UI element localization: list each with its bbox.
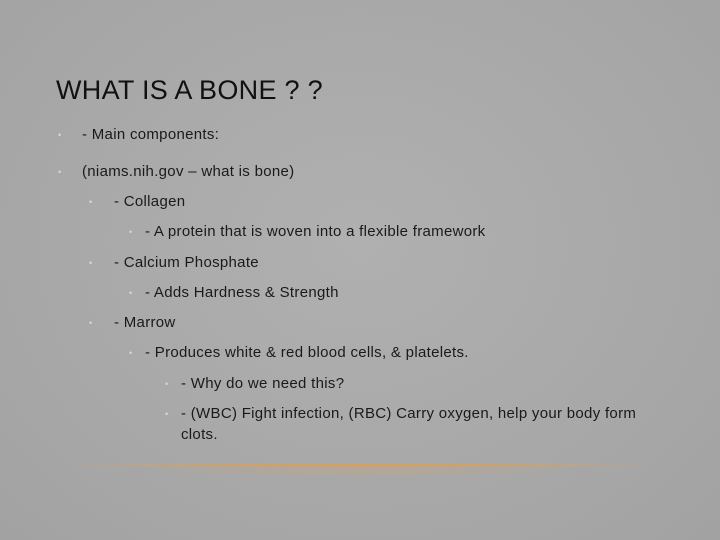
slide-title: WHAT IS A BONE ? ?	[56, 75, 323, 105]
bullet-dot-icon: •	[129, 227, 133, 237]
bullet-dot-icon: •	[129, 348, 133, 358]
list-item: - A protein that is woven into a flexible framework	[145, 223, 486, 240]
list-item: - (WBC) Fight infection, (RBC) Carry oxygen, help your body form clots.	[181, 405, 637, 443]
list-item: - Main components:	[82, 126, 220, 143]
list-item: - Adds Hardness & Strength	[145, 284, 339, 301]
list-item: - Collagen	[114, 193, 186, 210]
bullet-dot-icon: •	[89, 197, 93, 207]
bullet-dot-icon: •	[58, 130, 62, 140]
list-item: - Calcium Phosphate	[114, 254, 259, 271]
accent-glow	[120, 466, 600, 478]
list-item: (niams.nih.gov – what is bone)	[82, 163, 295, 180]
list-item: - Why do we need this?	[181, 375, 345, 392]
bullet-dot-icon: •	[165, 379, 169, 389]
list-item: - Produces white & red blood cells, & platelets.	[145, 344, 469, 361]
bullet-dot-icon: •	[89, 318, 93, 328]
list-item: - Marrow	[114, 314, 176, 331]
bullet-dot-icon: •	[89, 258, 93, 268]
bullet-dot-icon: •	[58, 167, 62, 177]
bullet-dot-icon: •	[165, 409, 169, 419]
bullet-dot-icon: •	[129, 288, 133, 298]
